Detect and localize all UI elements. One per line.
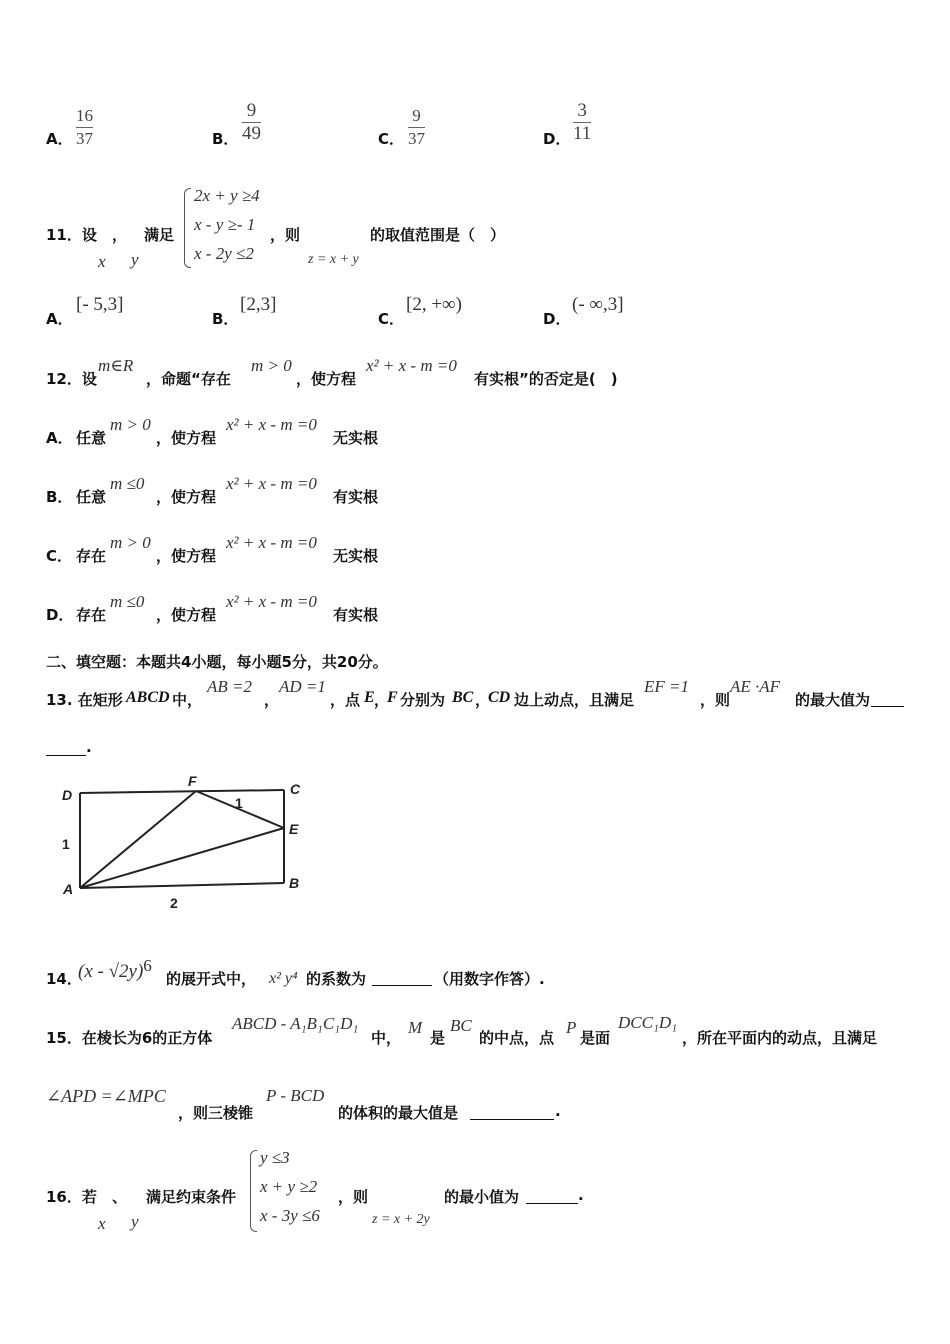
q13-side-bc: BC [452,689,474,706]
q13-text-2: 中， [172,691,203,709]
q13-text-7: 的最大值为 [795,691,871,709]
q12-option-d-tail: 有实根 [333,606,379,624]
q10-option-b-label: B． [212,130,239,148]
q12-text-1: ，命题“存在 [146,370,231,388]
q13-dot-product: AE ·AF [730,677,781,696]
q11-option-a-label: A． [46,310,73,328]
q12-option-b-quantifier: 任意 [76,488,107,506]
q13-comma-3: ， [475,691,491,709]
q10-option-a-label: A． [46,130,73,148]
q12-option-d-equation: x² + x - m =0 [226,592,317,611]
q15-side-bc: BC [450,1016,472,1035]
q12-m-positive: m > 0 [251,356,292,375]
q12-option-a-mid: ，使方程 [156,429,217,447]
q15-text-5: 是面 [580,1029,611,1047]
q11-constraint-system [184,186,284,270]
q11-satisfy: 满足 [144,226,175,244]
q15-point-p: P [566,1018,577,1037]
q15-angle-condition: ∠APD =∠MPC [46,1086,166,1106]
q11-then: ，则 [270,226,301,244]
q16-constraint-3: x - 3y ≤6 [260,1206,320,1225]
q12-option-b-label: B． [46,488,73,506]
q10-option-d-label: D． [543,130,571,148]
q13-ef: EF =1 [644,677,689,696]
figure-length-left: 1 [62,836,70,852]
figure-label-c: C [290,781,301,797]
q15-text-8: 的体积的最大值是 [338,1104,459,1122]
q14-text-4: （用数字作答）. [434,970,545,988]
q12-number: 12．设 [46,370,97,388]
figure-length-fe: 1 [235,795,243,811]
q13-ab: AB =2 [207,677,252,696]
q14-number: 14． [46,970,82,988]
q15-pyramid: P - BCD [266,1086,325,1105]
q13-rect-name: ABCD [126,689,170,706]
q12-option-a-condition: m > 0 [110,415,151,434]
q11-option-c-value: [2, +∞) [406,294,462,315]
q12-option-d-condition: m ≤0 [110,592,145,611]
q10-option-c-label: C． [378,130,405,148]
q12-option-c-mid: ，使方程 [156,547,217,565]
q16-end: . [578,1186,584,1204]
q11-z-expression: z = x + y [308,252,359,267]
q12-option-b-condition: m ≤0 [110,474,145,493]
q13-answer-blank-2 [46,738,86,756]
q13-text-1: 13. 在矩形 [46,691,123,709]
section-2-heading: 二、填空题：本题共4小题，每小题5分，共20分。 [46,653,388,671]
q13-ad: AD =1 [279,677,326,696]
q15-text-7: ，则三棱锥 [178,1104,254,1122]
q12-option-d-quantifier: 存在 [76,606,107,624]
q16-text-2: 满足约束条件 [146,1188,237,1206]
q15-cube: ABCD - A₁B₁C₁D₁ [232,1014,359,1033]
q16-constraint-1: y ≤3 [260,1148,290,1167]
q12-option-c-quantifier: 存在 [76,547,107,565]
q13-text-3: ，点 [330,691,361,709]
q12-m-in-r: m∈R [98,356,134,375]
q12-option-b-equation: x² + x - m =0 [226,474,317,493]
figure-segment-af [80,791,196,888]
q13-side-cd: CD [488,689,511,706]
q16-answer-blank [526,1186,578,1204]
q15-text-1: 15．在棱长为6的正方体 [46,1029,213,1047]
q10-option-b-fraction [242,101,261,144]
figure-label-a: A [63,881,74,897]
q12-option-b-mid: ，使方程 [156,488,217,506]
q11-comma: ， [112,226,128,244]
q13-point-e: E [364,689,375,706]
q13-text-6: ，则 [700,691,731,709]
q12-option-c-tail: 无实根 [333,547,379,565]
q11-number: 11．设 [46,226,97,244]
q10-option-d-fraction [573,101,591,144]
q16-constraint-2: x + y ≥2 [260,1177,318,1196]
q15-end: . [555,1102,561,1120]
q14-binomial-power: 6 [143,956,152,975]
q12-text-2: ，使方程 [296,370,357,388]
q15-text-4: 的中点，点 [479,1029,555,1047]
figure-segment-ae [80,828,284,888]
q16-constraint-system [250,1148,350,1232]
q11-range-text: 的取值范围是（ ） [370,226,506,244]
q12-option-a-tail: 无实根 [333,429,379,447]
q13-comma: ， [264,691,280,709]
q14-binomial-base: (x - √2y) [78,961,144,982]
q12-option-d-mid: ，使方程 [156,606,217,624]
q13-comma-2: ， [374,691,390,709]
figure-label-d: D [62,787,73,803]
q12-option-c-label: C． [46,547,73,565]
figure-label-b: B [289,875,300,891]
q16-var-y: y [131,1212,139,1231]
q13-end: . [86,738,92,756]
q11-brace [184,188,191,268]
q12-option-c-equation: x² + x - m =0 [226,533,317,552]
figure-side-ab [80,883,284,888]
q16-var-x: x [98,1214,106,1233]
q16-brace [250,1150,257,1232]
q10-option-c-fraction [408,106,425,149]
q12-option-c-condition: m > 0 [110,533,151,552]
q11-constraint-3: x - 2y ≤2 [194,244,254,263]
q15-answer-blank [470,1102,554,1120]
q15-point-m: M [408,1018,423,1037]
q14-text-2: 的展开式中， [166,970,257,988]
figure-label-e: E [289,821,299,837]
q10-a-denominator: 37 [76,129,93,148]
q10-c-numerator: 9 [412,106,421,125]
q12-option-a-quantifier: 任意 [76,429,107,447]
q15-face: DCC₁D₁ [618,1013,678,1032]
q10-b-denominator: 49 [242,123,261,144]
q16-text-3: 的最小值为 [444,1188,520,1206]
q12-text-3: 有实根”的否定是( ) [474,370,618,388]
q11-constraint-2: x - y ≥- 1 [194,215,256,234]
q16-then: ，则 [338,1188,369,1206]
q11-option-c-label: C． [378,310,405,328]
q13-answer-blank-1 [871,689,904,707]
q14-binomial [78,956,152,983]
q11-constraint-1: 2x + y ≥4 [194,186,260,205]
q16-z-expression: z = x + 2y [372,1212,430,1227]
q15-text-2: 中， [371,1029,402,1047]
q11-option-d-label: D． [543,310,571,328]
q12-option-d-label: D． [46,606,74,624]
q11-option-d-value: (- ∞,3] [572,294,624,315]
q13-figure [56,772,316,912]
q15-text-3: 是 [430,1029,446,1047]
q10-b-numerator: 9 [246,100,257,121]
q10-option-a-fraction [76,106,93,149]
q10-c-denominator: 37 [408,129,425,148]
q10-d-denominator: 11 [573,123,592,144]
q11-var-y: y [131,250,139,269]
q11-option-a-value: [- 5,3] [76,294,124,315]
q13-text-5: 边上动点，且满足 [514,691,635,709]
figure-label-f: F [188,773,197,789]
q11-option-b-value: [2,3] [240,294,277,315]
figure-length-bottom: 2 [170,895,178,911]
q13-point-f: F [387,689,398,706]
q16-number: 16．若 [46,1188,97,1206]
q16-separator: 、 [112,1188,128,1206]
q15-text-6: ，所在平面内的动点，且满足 [682,1029,878,1047]
q13-text-4: 分别为 [400,691,446,709]
q12-option-a-label: A． [46,429,73,447]
q10-a-numerator: 16 [76,106,93,125]
q10-d-numerator: 3 [577,100,587,121]
q14-answer-blank [372,968,432,986]
q12-equation: x² + x - m =0 [366,356,457,375]
q12-option-a-equation: x² + x - m =0 [226,415,317,434]
q11-var-x: x [98,252,106,271]
q14-term: x² y⁴ [269,970,298,987]
q14-text-3: 的系数为 [306,970,367,988]
figure-side-dc [80,790,284,793]
q12-option-b-tail: 有实根 [333,488,379,506]
q11-option-b-label: B． [212,310,239,328]
